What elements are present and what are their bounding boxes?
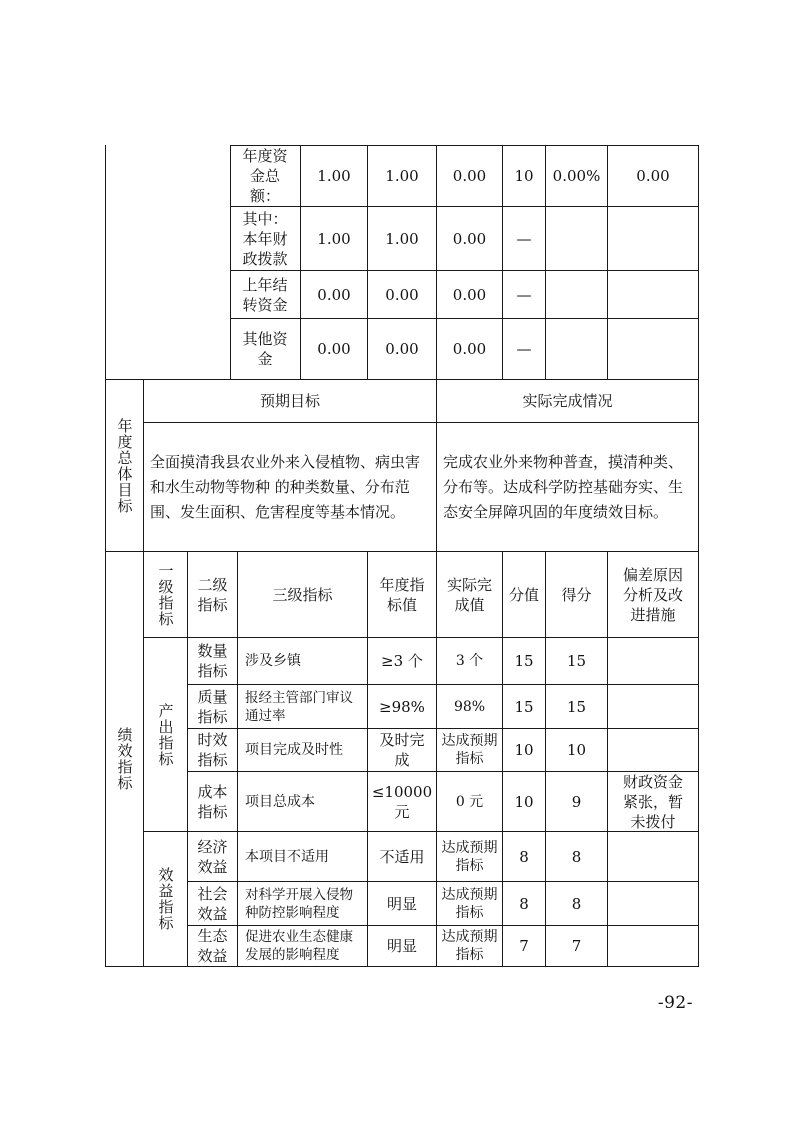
funds-adjusted: 1.00: [385, 167, 419, 185]
level2-cell: 社会效益: [197, 884, 228, 923]
performance-section-label: 绩效指标: [115, 727, 134, 791]
funds-rate: 0.00%: [552, 167, 601, 185]
weight-cell: 15: [514, 652, 534, 670]
funds-weight: —: [516, 340, 532, 358]
target-cell: 明显: [386, 894, 417, 913]
header-deviation: 偏差原因分析及改进措施: [622, 565, 683, 624]
funds-label: 上年结转资金: [242, 275, 288, 314]
funds-budget: 1.00: [317, 229, 351, 248]
score-cell: 8: [571, 894, 582, 913]
level3-cell: 项目完成及时性: [245, 742, 343, 758]
funds-score: 0.00: [636, 167, 670, 185]
score-cell: 8: [571, 847, 582, 866]
funds-adjusted: 0.00: [385, 285, 419, 304]
level2-cell: 生态效益: [197, 927, 228, 965]
level2-cell: 经济效益: [197, 837, 228, 876]
level2-cell: 质量指标: [197, 687, 228, 726]
level3-cell: 报经主管部门审议通过率: [245, 689, 353, 724]
target-cell: ≤10000元: [371, 782, 433, 821]
target-cell: 明显: [386, 937, 417, 955]
expected-goal-text: 全面摸清我县农业外来入侵植物、病虫害和水生动物等物种 的种类数量、分布范围、发生面积、危害程度等基本情况。: [150, 452, 421, 521]
funds-executed: 0.00: [452, 167, 487, 185]
funds-label: 其中：本年财政拨款: [242, 209, 288, 268]
header-actual-value: 实际完成值: [446, 575, 492, 614]
target-cell: 及时完成: [379, 731, 425, 769]
weight-cell: 15: [514, 697, 534, 716]
deviation-cell: 财政资金紧张，暂未拨付: [622, 772, 683, 831]
funds-adjusted: 1.00: [385, 229, 419, 248]
deviation-cell: [608, 926, 698, 966]
funds-budget: 0.00: [317, 340, 351, 358]
level3-cell: 对科学开展入侵物种防控影响程度: [245, 886, 353, 921]
header-weight: 分值: [509, 585, 540, 604]
overall-goal-label: 年度总体目标: [115, 417, 134, 514]
funds-rate: [546, 271, 607, 318]
score-cell: 10: [566, 741, 587, 759]
funds-label: 其他资金: [242, 330, 288, 368]
funds-budget: 1.00: [317, 167, 351, 185]
deviation-cell: [608, 832, 698, 881]
level2-cell: 时效指标: [197, 731, 228, 769]
actual-cell: 达成预期指标: [441, 733, 498, 767]
header-level1: 一级指标: [156, 562, 175, 627]
funds-weight: 10: [514, 167, 534, 185]
deviation-cell: [608, 882, 698, 925]
page-number: -92-: [657, 993, 693, 1013]
funds-rate: [546, 319, 607, 379]
level2-cell: 数量指标: [197, 642, 228, 680]
target-cell: 不适用: [379, 847, 425, 866]
level3-cell: 涉及乡镇: [245, 653, 301, 669]
actual-goal-header: 实际完成情况: [522, 392, 613, 410]
funds-score: [608, 207, 698, 270]
weight-cell: 10: [514, 792, 534, 811]
target-cell: ≥3 个: [381, 652, 423, 670]
score-cell: 15: [566, 697, 587, 716]
actual-cell: 达成预期指标: [441, 929, 498, 963]
funds-rate: [546, 207, 607, 270]
weight-cell: 8: [519, 894, 529, 913]
header-level3: 三级指标: [272, 585, 333, 604]
level3-cell: 本项目不适用: [245, 848, 329, 865]
funds-score: [608, 319, 698, 379]
funds-weight: —: [516, 229, 532, 248]
header-level2: 二级指标: [197, 575, 228, 614]
actual-cell: 达成预期指标: [441, 886, 498, 921]
score-cell: 15: [566, 652, 587, 670]
target-cell: ≥98%: [379, 697, 425, 716]
level1-benefit: 效益指标: [156, 867, 175, 931]
level2-cell: 成本指标: [197, 782, 228, 821]
weight-cell: 8: [519, 847, 529, 866]
funds-executed: 0.00: [452, 229, 487, 248]
deviation-cell: [608, 685, 698, 728]
funds-adjusted: 0.00: [385, 340, 419, 358]
actual-cell: 3 个: [455, 653, 484, 669]
actual-cell: 0 元: [455, 793, 484, 810]
funds-weight: —: [516, 285, 532, 304]
actual-goal-text: 完成农业外来物种普查，摸清种类、分布等。达成科学防控基础夯实、生态安全屏障巩固的年度绩效目标。: [443, 452, 684, 521]
score-cell: 7: [571, 937, 582, 955]
deviation-cell: [608, 729, 698, 771]
funds-budget: 0.00: [317, 285, 351, 304]
score-cell: 9: [571, 792, 582, 811]
weight-cell: 10: [514, 741, 534, 759]
actual-cell: 98%: [453, 698, 486, 715]
header-score: 得分: [561, 585, 592, 604]
funds-executed: 0.00: [452, 285, 487, 304]
funds-score: [608, 271, 698, 318]
funds-label: 年度资金总额：: [242, 147, 288, 205]
expected-goal-header: 预期目标: [259, 392, 320, 410]
deviation-cell: [608, 638, 698, 684]
funds-executed: 0.00: [452, 340, 487, 358]
actual-cell: 达成预期指标: [441, 839, 498, 874]
level1-output: 产出指标: [156, 702, 175, 767]
level3-cell: 促进农业生态健康发展的影响程度: [245, 929, 353, 963]
header-annual-target: 年度指标值: [379, 575, 425, 614]
weight-cell: 7: [519, 937, 529, 955]
level3-cell: 项目总成本: [245, 793, 315, 810]
